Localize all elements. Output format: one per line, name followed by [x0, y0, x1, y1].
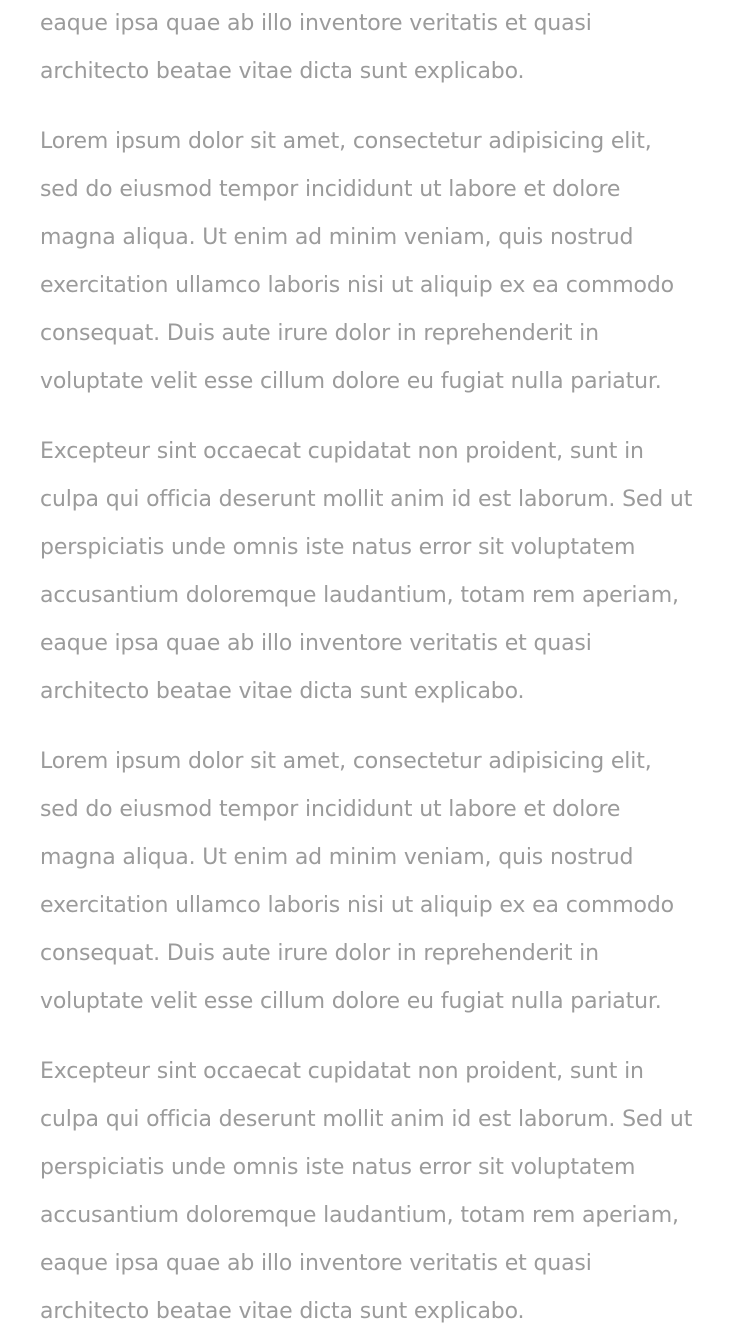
- text-line: culpa qui officia deserunt mollit anim id est laborum. Sed ut: [40, 487, 693, 512]
- article-body: [40, 0, 720, 1336]
- text-line: exercitation ullamco laboris nisi ut aliquip ex ea commodo: [40, 893, 674, 918]
- text-line: accusantium doloremque laudantium, totam rem aperiam,: [40, 583, 679, 608]
- text-line: magna aliqua. Ut enim ad minim veniam, quis nostrud: [40, 225, 634, 250]
- text-line: eaque ipsa quae ab illo inventore veritatis et quasi: [40, 631, 592, 656]
- text-line: Excepteur sint occaecat cupidatat non proident, sunt in: [40, 439, 644, 464]
- text-line: eaque ipsa quae ab illo inventore veritatis et quasi: [40, 1251, 592, 1276]
- paragraph: [40, 738, 720, 1026]
- text-line: culpa qui officia deserunt mollit anim id est laborum. Sed ut: [40, 1107, 693, 1132]
- text-line: magna aliqua. Ut enim ad minim veniam, quis nostrud: [40, 845, 634, 870]
- text-line: voluptate velit esse cillum dolore eu fugiat nulla pariatur.: [40, 989, 662, 1014]
- text-line: perspiciatis unde omnis iste natus error sit voluptatem: [40, 535, 636, 560]
- text-line: architecto beatae vitae dicta sunt explicabo.: [40, 1299, 525, 1324]
- text-line: Lorem ipsum dolor sit amet, consectetur adipisicing elit,: [40, 749, 652, 774]
- text-line: sed do eiusmod tempor incididunt ut labore et dolore: [40, 177, 621, 202]
- text-line: Lorem ipsum dolor sit amet, consectetur adipisicing elit,: [40, 129, 652, 154]
- text-line: exercitation ullamco laboris nisi ut aliquip ex ea commodo: [40, 273, 674, 298]
- text-line: accusantium doloremque laudantium, totam rem aperiam,: [40, 1203, 679, 1228]
- paragraph: [40, 118, 720, 406]
- text-line: consequat. Duis aute irure dolor in reprehenderit in: [40, 941, 599, 966]
- text-line: consequat. Duis aute irure dolor in reprehenderit in: [40, 321, 599, 346]
- text-line: sed do eiusmod tempor incididunt ut labore et dolore: [40, 797, 621, 822]
- text-line: voluptate velit esse cillum dolore eu fugiat nulla pariatur.: [40, 369, 662, 394]
- text-line: Excepteur sint occaecat cupidatat non proident, sunt in: [40, 1059, 644, 1084]
- text-line: perspiciatis unde omnis iste natus error sit voluptatem: [40, 1155, 636, 1180]
- text-line: architecto beatae vitae dicta sunt explicabo.: [40, 679, 525, 704]
- paragraph: [40, 428, 720, 716]
- text-line: architecto beatae vitae dicta sunt explicabo.: [40, 59, 525, 84]
- paragraph: [40, 0, 720, 96]
- text-line: eaque ipsa quae ab illo inventore veritatis et quasi: [40, 11, 592, 36]
- paragraph: [40, 1048, 720, 1336]
